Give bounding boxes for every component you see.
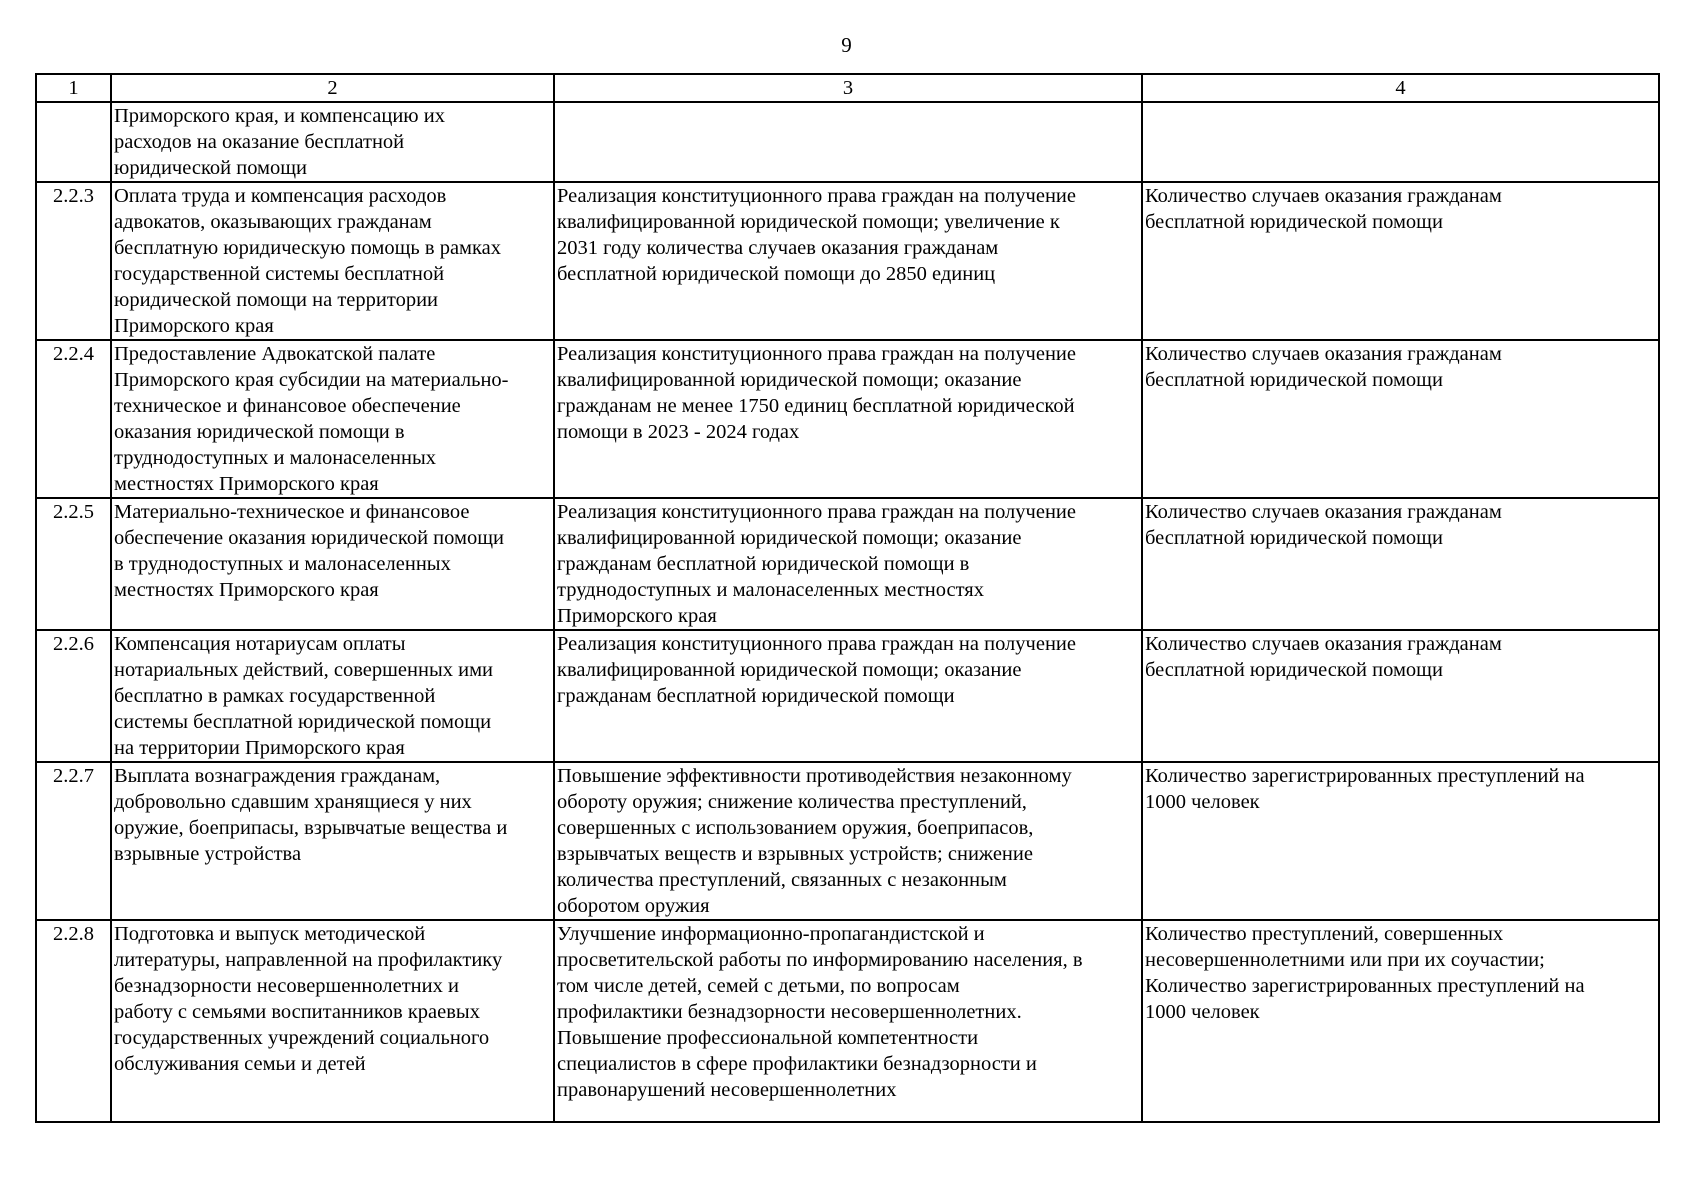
indicator-cell: Количество зарегистрированных преступлений на 1000 человек [1142,762,1659,920]
table-row [36,102,1659,182]
table-row [36,762,1659,920]
column-header-4: 4 [1142,74,1659,102]
row-number: 2.2.6 [36,630,111,762]
table-row [36,340,1659,498]
indicator-cell: Количество случаев оказания гражданам бесплатной юридической помощи [1142,630,1659,762]
indicator-cell: Количество случаев оказания гражданам бесплатной юридической помощи [1142,182,1659,340]
measure-cell: Приморского края, и компенсацию их расходов на оказание бесплатной юридической помощи [111,102,554,182]
indicator-cell [1142,102,1659,182]
result-cell: Реализация конституционного права граждан на получение квалифицированной юридической помощи; оказание гражданам бесплатной юридической помощи [554,630,1142,762]
row-number [36,102,111,182]
result-cell: Повышение эффективности противодействия незаконному обороту оружия; снижение количества преступлений, совершенных с использованием оружия, боеприпасов, взрывчатых веществ и взрывных устройств; снижение количества преступлений, связанных с незаконным оборотом оружия [554,762,1142,920]
row-number: 2.2.8 [36,920,111,1122]
page-number: 9 [841,33,852,57]
column-header-3: 3 [554,74,1142,102]
result-cell [554,102,1142,182]
measure-cell: Подготовка и выпуск методической литературы, направленной на профилактику безнадзорности несовершеннолетних и работу с семьями воспитанников краевых государственных учреждений социального обслуживания семьи и детей [111,920,554,1122]
row-number: 2.2.7 [36,762,111,920]
indicator-cell: Количество преступлений, совершенных несовершеннолетними или при их соучастии; Количество зарегистрированных преступлений на 1000 человек [1142,920,1659,1122]
table-row [36,182,1659,340]
result-cell: Реализация конституционного права граждан на получение квалифицированной юридической помощи; оказание гражданам бесплатной юридической помощи в труднодоступных и малонаселенных местностях Приморского края [554,498,1142,630]
result-cell: Реализация конституционного права граждан на получение квалифицированной юридической помощи; увеличение к 2031 году количества случаев оказания гражданам бесплатной юридической помощи до 2850 единиц [554,182,1142,340]
measure-cell: Материально-техническое и финансовое обеспечение оказания юридической помощи в труднодоступных и малонаселенных местностях Приморского края [111,498,554,630]
measures-table [35,73,1660,1123]
row-number: 2.2.3 [36,182,111,340]
measure-cell: Предоставление Адвокатской палате Приморского края субсидии на материально- техническое и финансовое обеспечение оказания юридической помощи в труднодоступных и малонаселенных местностях Приморского края [111,340,554,498]
table-row [36,630,1659,762]
column-header-1: 1 [36,74,111,102]
result-cell: Реализация конституционного права граждан на получение квалифицированной юридической помощи; оказание гражданам не менее 1750 единиц бесплатной юридической помощи в 2023 - 2024 годах [554,340,1142,498]
result-cell: Улучшение информационно-пропагандистской и просветительской работы по информированию населения, в том числе детей, семей с детьми, по вопросам профилактики безнадзорности несовершеннолетних. Повышение профессиональной компетентности специалистов в сфере профилактики безнадзорности и правонарушений несовершеннолетних [554,920,1142,1122]
indicator-cell: Количество случаев оказания гражданам бесплатной юридической помощи [1142,498,1659,630]
row-number: 2.2.4 [36,340,111,498]
table-row [36,920,1659,1122]
measure-cell: Компенсация нотариусам оплаты нотариальных действий, совершенных ими бесплатно в рамках государственной системы бесплатной юридической помощи на территории Приморского края [111,630,554,762]
measure-cell: Оплата труда и компенсация расходов адвокатов, оказывающих гражданам бесплатную юридическую помощь в рамках государственной системы бесплатной юридической помощи на территории Приморского края [111,182,554,340]
column-header-2: 2 [111,74,554,102]
row-number: 2.2.5 [36,498,111,630]
indicator-cell: Количество случаев оказания гражданам бесплатной юридической помощи [1142,340,1659,498]
table-row [36,498,1659,630]
column-header-row [36,74,1659,102]
measure-cell: Выплата вознаграждения гражданам, добровольно сдавшим хранящиеся у них оружие, боеприпасы, взрывчатые вещества и взрывные устройства [111,762,554,920]
